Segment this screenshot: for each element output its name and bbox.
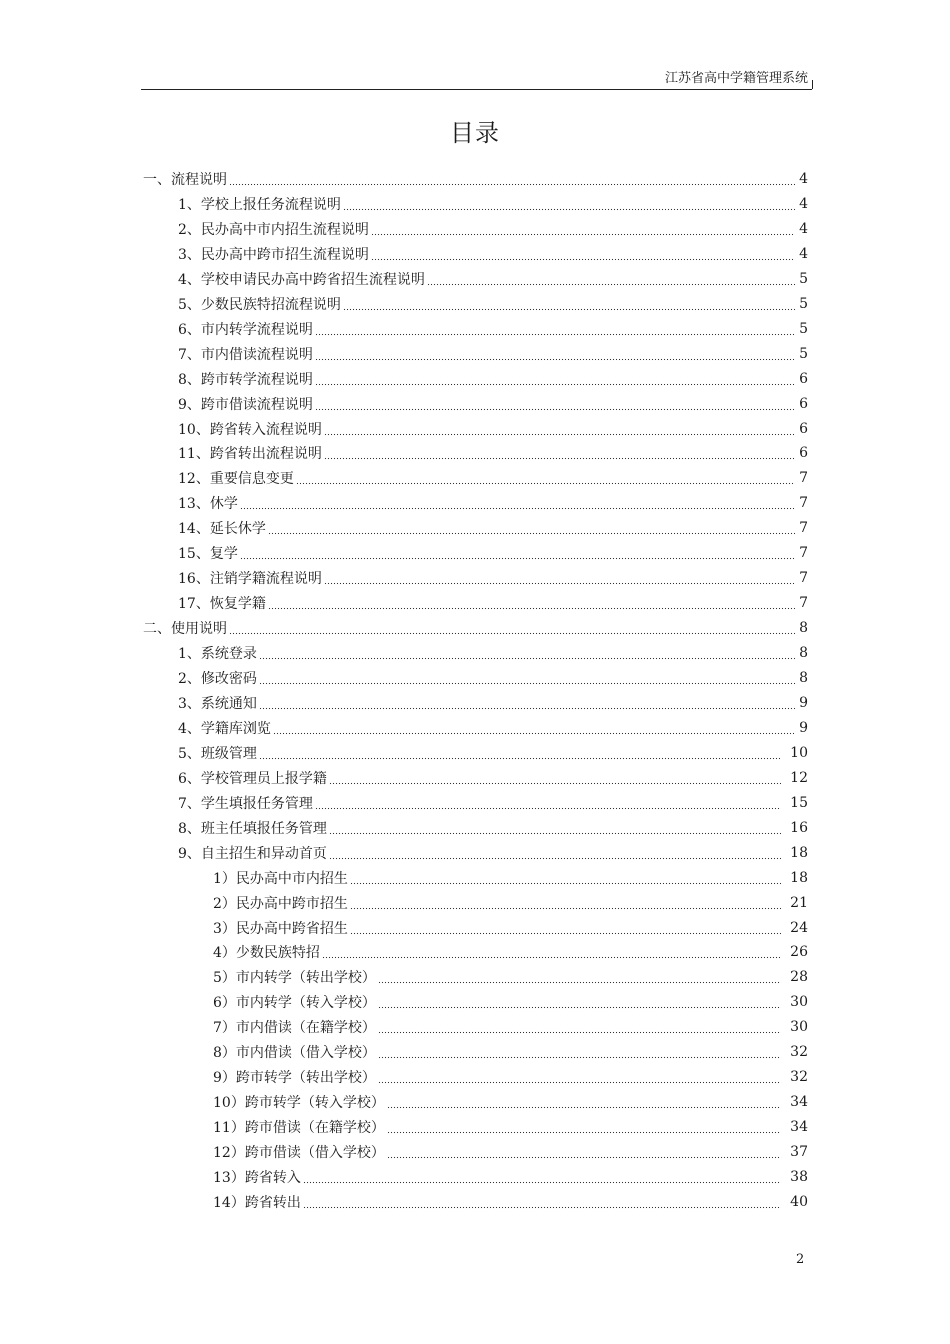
toc-entry-page: 6 xyxy=(799,420,808,437)
toc-entry-label: 5、班级管理 xyxy=(178,745,257,762)
toc-entry-label: 17、恢复学籍 xyxy=(178,595,266,612)
toc-entry-label: 一、流程说明 xyxy=(143,171,227,188)
toc-dot-leader xyxy=(378,1020,781,1034)
page-number: 2 xyxy=(796,1252,805,1267)
toc-entry-label: 1、学校上报任务流程说明 xyxy=(178,196,341,213)
toc-entry-label: 10）跨市转学（转入学校） xyxy=(213,1094,385,1111)
toc-entry-page: 8 xyxy=(799,644,808,661)
toc-dot-leader xyxy=(324,422,795,436)
toc-dot-leader xyxy=(324,571,795,585)
toc-entry[interactable] xyxy=(213,890,808,915)
toc-entry-label: 12）跨市借读（借入学校） xyxy=(213,1144,385,1161)
toc-entry-label: 8、班主任填报任务管理 xyxy=(178,820,327,837)
toc-entry-page: 9 xyxy=(799,719,808,736)
toc-dot-leader xyxy=(296,471,795,485)
toc-entry-page: 4 xyxy=(799,195,808,212)
toc-section-entry[interactable] xyxy=(143,615,808,640)
toc-entry-page: 9 xyxy=(799,694,808,711)
toc-entry[interactable] xyxy=(213,1089,808,1114)
toc-entry-page: 32 xyxy=(790,1068,808,1085)
toc-dot-leader xyxy=(329,846,781,860)
toc-entry-page: 34 xyxy=(790,1093,808,1110)
toc-dot-leader xyxy=(329,771,781,785)
toc-entry-page: 30 xyxy=(790,1018,808,1035)
toc-entry-label: 4）少数民族特招 xyxy=(213,944,320,961)
header-title: 江苏省高中学籍管理系统 xyxy=(664,71,808,86)
toc-entry-page: 28 xyxy=(790,968,808,985)
toc-dot-leader xyxy=(387,1095,781,1109)
toc-entry-label: 1、系统登录 xyxy=(178,645,257,662)
toc-entry[interactable] xyxy=(178,366,808,391)
toc-entry-page: 30 xyxy=(790,993,808,1010)
toc-dot-leader xyxy=(378,1070,781,1084)
toc-entry-label: 7）市内借读（在籍学校） xyxy=(213,1019,376,1036)
toc-dot-leader xyxy=(378,970,781,984)
toc-entry-page: 4 xyxy=(799,220,808,237)
toc-dot-leader xyxy=(378,995,781,1009)
toc-entry[interactable] xyxy=(213,915,808,940)
toc-dot-leader xyxy=(315,372,795,386)
toc-entry-label: 4、学校申请民办高中跨省招生流程说明 xyxy=(178,271,425,288)
toc-entry[interactable] xyxy=(178,815,808,840)
toc-entry-page: 16 xyxy=(790,819,808,836)
toc-entry-label: 2）民办高中跨市招生 xyxy=(213,895,348,912)
toc-entry[interactable] xyxy=(213,989,808,1014)
toc-dot-leader xyxy=(350,921,781,935)
toc-entry[interactable] xyxy=(178,465,808,490)
toc-entry-label: 3、民办高中跨市招生流程说明 xyxy=(178,246,369,263)
toc-entry-label: 3）民办高中跨省招生 xyxy=(213,920,348,937)
toc-entry-page: 5 xyxy=(799,295,808,312)
toc-entry-page: 5 xyxy=(799,320,808,337)
toc-entry[interactable] xyxy=(178,765,808,790)
toc-entry-page: 37 xyxy=(790,1143,808,1160)
toc-section-entry[interactable] xyxy=(143,166,808,191)
toc-entry-page: 7 xyxy=(799,494,808,511)
toc-entry-label: 5、少数民族特招流程说明 xyxy=(178,296,341,313)
toc-entry-page: 10 xyxy=(790,744,808,761)
toc-dot-leader xyxy=(229,621,795,635)
toc-entry-label: 10、跨省转入流程说明 xyxy=(178,421,322,438)
toc-entry[interactable] xyxy=(213,1039,808,1064)
toc-entry[interactable] xyxy=(178,540,808,565)
toc-dot-leader xyxy=(259,646,795,660)
toc-title: 目录 xyxy=(450,119,500,147)
toc-entry-page: 40 xyxy=(790,1193,808,1210)
toc-entry-label: 二、使用说明 xyxy=(143,620,227,637)
toc-dot-leader xyxy=(387,1145,781,1159)
toc-dot-leader xyxy=(303,1195,781,1209)
toc-entry-page: 26 xyxy=(790,943,808,960)
toc-entry[interactable] xyxy=(213,939,808,964)
toc-entry-label: 15、复学 xyxy=(178,545,238,562)
header-rule-tick xyxy=(812,80,813,89)
toc-entry-page: 4 xyxy=(799,170,808,187)
toc-entry[interactable] xyxy=(213,1139,808,1164)
toc-dot-leader xyxy=(343,297,795,311)
toc-entry[interactable] xyxy=(178,590,808,615)
toc-entry-label: 6、市内转学流程说明 xyxy=(178,321,313,338)
toc-entry[interactable] xyxy=(178,416,808,441)
toc-entry-page: 24 xyxy=(790,919,808,936)
toc-entry-label: 9）跨市转学（转出学校） xyxy=(213,1069,376,1086)
toc-entry[interactable] xyxy=(178,216,808,241)
toc-entry[interactable] xyxy=(213,1014,808,1039)
toc-entry-label: 7、市内借读流程说明 xyxy=(178,346,313,363)
toc-entry-label: 2、民办高中市内招生流程说明 xyxy=(178,221,369,238)
toc-entry[interactable] xyxy=(178,640,808,665)
toc-entry-page: 18 xyxy=(790,869,808,886)
toc-entry-page: 7 xyxy=(799,569,808,586)
toc-dot-leader xyxy=(324,446,795,460)
toc-entry-page: 12 xyxy=(790,769,808,786)
toc-dot-leader xyxy=(303,1170,781,1184)
toc-dot-leader xyxy=(322,945,781,959)
toc-entry-label: 12、重要信息变更 xyxy=(178,470,294,487)
toc-entry[interactable] xyxy=(178,490,808,515)
toc-entry-page: 7 xyxy=(799,544,808,561)
toc-entry[interactable] xyxy=(178,191,808,216)
toc-entry-label: 11）跨市借读（在籍学校） xyxy=(213,1119,385,1136)
toc-dot-leader xyxy=(268,521,795,535)
toc-entry[interactable] xyxy=(213,865,808,890)
toc-entry-label: 16、注销学籍流程说明 xyxy=(178,570,322,587)
toc-dot-leader xyxy=(371,247,795,261)
toc-entry-page: 6 xyxy=(799,444,808,461)
toc-entry-page: 38 xyxy=(790,1168,808,1185)
toc-entry-label: 6、学校管理员上报学籍 xyxy=(178,770,327,787)
toc-entry[interactable] xyxy=(213,1164,808,1189)
toc-dot-leader xyxy=(371,222,795,236)
toc-entry[interactable] xyxy=(178,515,808,540)
toc-dot-leader xyxy=(240,546,795,560)
toc-entry-label: 9、自主招生和异动首页 xyxy=(178,845,327,862)
toc-entry[interactable] xyxy=(178,690,808,715)
toc-entry[interactable] xyxy=(213,1114,808,1139)
toc-dot-leader xyxy=(259,671,795,685)
toc-entry[interactable] xyxy=(178,391,808,416)
toc-entry[interactable] xyxy=(178,241,808,266)
toc-entry-label: 2、修改密码 xyxy=(178,670,257,687)
toc-dot-leader xyxy=(315,347,795,361)
toc-entry[interactable] xyxy=(178,740,808,765)
toc-dot-leader xyxy=(268,596,795,610)
toc-entry-page: 6 xyxy=(799,395,808,412)
toc-entry[interactable] xyxy=(178,565,808,590)
toc-dot-leader xyxy=(259,746,781,760)
toc-entry-label: 8、跨市转学流程说明 xyxy=(178,371,313,388)
toc-dot-leader xyxy=(350,871,781,885)
toc-dot-leader xyxy=(315,796,781,810)
toc-dot-leader xyxy=(350,896,781,910)
toc-dot-leader xyxy=(273,721,795,735)
toc-dot-leader xyxy=(343,197,795,211)
toc-entry-label: 6）市内转学（转入学校） xyxy=(213,994,376,1011)
toc-entry-label: 14、延长休学 xyxy=(178,520,266,537)
toc-dot-leader xyxy=(427,272,795,286)
toc-entry-page: 15 xyxy=(790,794,808,811)
toc-entry-page: 7 xyxy=(799,469,808,486)
toc-entry-label: 3、系统通知 xyxy=(178,695,257,712)
toc-entry[interactable] xyxy=(178,790,808,815)
toc-entry-page: 4 xyxy=(799,245,808,262)
toc-entry-label: 7、学生填报任务管理 xyxy=(178,795,313,812)
toc-dot-leader xyxy=(387,1120,781,1134)
toc-entry-label: 1）民办高中市内招生 xyxy=(213,870,348,887)
toc-entry[interactable] xyxy=(213,1189,808,1214)
toc-entry[interactable] xyxy=(178,341,808,366)
toc-entry-page: 5 xyxy=(799,345,808,362)
toc-entry-page: 32 xyxy=(790,1043,808,1060)
toc-entry[interactable] xyxy=(213,964,808,989)
toc-dot-leader xyxy=(229,172,795,186)
toc-entry-page: 21 xyxy=(790,894,808,911)
toc-entry-page: 7 xyxy=(799,519,808,536)
toc-entry[interactable] xyxy=(178,266,808,291)
toc-entry-label: 8）市内借读（借入学校） xyxy=(213,1044,376,1061)
toc-dot-leader xyxy=(315,397,795,411)
toc-dot-leader xyxy=(240,496,795,510)
toc-entry[interactable] xyxy=(178,291,808,316)
toc-entry-page: 34 xyxy=(790,1118,808,1135)
toc-dot-leader xyxy=(315,322,795,336)
toc-entry-page: 18 xyxy=(790,844,808,861)
toc-entry-label: 13、休学 xyxy=(178,495,238,512)
toc-entry-label: 9、跨市借读流程说明 xyxy=(178,396,313,413)
toc-entry-page: 5 xyxy=(799,270,808,287)
toc-entry-label: 13）跨省转入 xyxy=(213,1169,301,1186)
toc-entry[interactable] xyxy=(178,665,808,690)
toc-entry[interactable] xyxy=(178,440,808,465)
page-header xyxy=(141,70,812,90)
toc-entry-label: 4、学籍库浏览 xyxy=(178,720,271,737)
toc-entry-page: 8 xyxy=(799,619,808,636)
toc-entry-label: 5）市内转学（转出学校） xyxy=(213,969,376,986)
toc-dot-leader xyxy=(378,1045,781,1059)
toc-entry-label: 11、跨省转出流程说明 xyxy=(178,445,322,462)
toc-entry-page: 7 xyxy=(799,594,808,611)
toc-entry[interactable] xyxy=(213,1064,808,1089)
toc-entry[interactable] xyxy=(178,715,808,740)
toc-entry-page: 8 xyxy=(799,669,808,686)
toc-entry[interactable] xyxy=(178,316,808,341)
toc-dot-leader xyxy=(259,696,795,710)
toc-entry-page: 6 xyxy=(799,370,808,387)
toc-entry[interactable] xyxy=(178,840,808,865)
toc-dot-leader xyxy=(329,821,781,835)
toc-entry-label: 14）跨省转出 xyxy=(213,1194,301,1211)
